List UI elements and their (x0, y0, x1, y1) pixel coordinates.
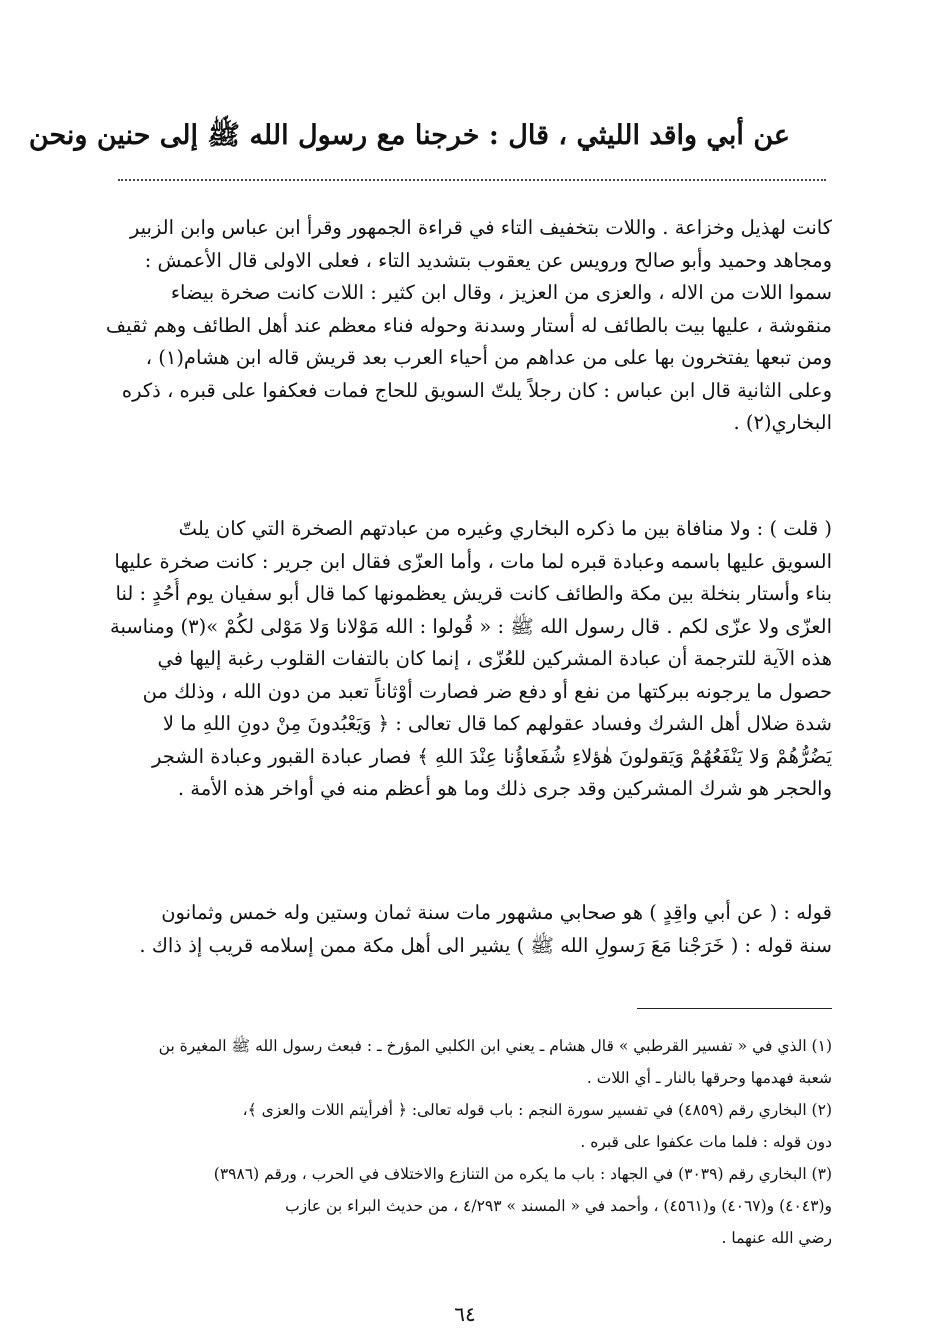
text-line: ومجاهد وحميد وأبو صالح ورويس عن يعقوب بتشديد التاء ، فعلى الاولى قال الأعمش : (144, 248, 832, 272)
footnote-line: و(٤٠٤٣) و(٤٠٦٧) و(٤٥٦١) ، وأحمد في « المسند » ٤/٢٩٣ ، من حديث البراء بن عازب (285, 1197, 832, 1215)
footnote-line: (١) الذي في « تفسير القرطبي » قال هشام ـ يعني ابن الكلبي المؤرخ ـ : فبعث رسول الله ﷺ المغيرة بن (158, 1037, 832, 1055)
text-line: قوله : ( عن أبي واقِدٍ ) هو صحابي مشهور مات سنة ثمان وستين وله خمس وثمانون (161, 901, 832, 924)
footnote-separator (637, 1008, 832, 1009)
footnote-3 (90, 1158, 832, 1254)
text-line: هذه الآية للترجمة أن عبادة المشركين للعُزّى ، إنما كان بالتفات القلوب رغبة إليها في (157, 647, 832, 670)
footnote-line: شعبة فهدمها وحرقها بالنار ـ أي اللات . (586, 1069, 832, 1087)
page-number: ٦٤ (454, 1302, 476, 1326)
footnote-line: رضي الله عنهما . (721, 1229, 832, 1247)
text-line: والحجر هو شرك المشركين وقد جرى ذلك وما هو أعظم منه في أواخر هذه الأمة . (177, 777, 832, 800)
footnote-line: (٣) البخاري رقم (٣٠٣٩) في الجهاد : باب ما يكره من التنازع والاختلاف في الحرب ، ورقم (٣٩٨٦) (213, 1165, 832, 1183)
footnotes (90, 1030, 832, 1254)
text-line: البخاري(٢) . (733, 411, 832, 434)
commentary-paragraph-1 (90, 212, 832, 440)
text-line: يَضُرُّهُمْ وَلا يَنْفَعُهُمْ وَيَقولونَ هٰؤلاءِ شُفَعاؤُنا عِنْدَ اللهِ ﴾ فصار عبادة القبور وعبادة الشجر (151, 744, 832, 768)
footnote-line: (٢) البخاري رقم (٤٨٥٩) في تفسير سورة النجم : باب قوله تعالى: ﴿ أفرأيتم اللات والعزى ﴾، (242, 1101, 832, 1119)
text-line: ومن تبعها يفتخرون بها على من عداهم من أحياء العرب بعد قريش قاله ابن هشام(١) ، (145, 346, 832, 369)
hadith-heading: عن أبي واقد الليثي ، قال : خرجنا مع رسول الله ﷺ إلى حنين ونحن (28, 120, 790, 151)
text-line: منقوشة ، عليها بيت بالطائف له أستار وسدنة وحوله فناء معظم عند أهل الطائف وهم ثقيف (105, 313, 832, 337)
text-line: ( قلت ) : ولا منافاة بين ما ذكره البخاري وغيره من عبادتهم الصخرة التي كان يلتّ (178, 517, 832, 540)
text-line: العزّى ولا عزّى لكم . قال رسول الله ﷺ : « قُولوا : الله مَوْلانا وَلا مَوْلى لكُمْ »(٣) ومناسبة (109, 614, 832, 638)
text-line: سنة قوله : ( خَرَجْنا مَعَ رَسولِ الله ﷺ ) يشير الى أهل مكة ممن إسلامه قريب إذ ذاك . (139, 933, 832, 957)
footnote-line: دون قوله : فلما مات عكفوا على قبره . (580, 1133, 832, 1151)
text-line: وعلى الثانية قال ابن عباس : كان رجلاً يلتّ السويق للحاج فمات فعكفوا على قبره ، ذكره (121, 378, 832, 402)
footnote-1 (90, 1030, 832, 1094)
text-line: بناء وأستار بنخلة بين مكة والطائف كانت قريش يعظمونها كما قال أبو سفيان يوم أُحُدٍ : لنا (115, 582, 832, 605)
text-line: السويق عليها باسمه وعبادة قبره لما مات ، وأما العزّى فقال ابن جرير : كانت صخرة عليها (114, 549, 832, 573)
dotted-divider (118, 179, 826, 181)
text-line: حصول ما يرجونه ببركتها من نفع أو دفع ضر فصارت أوْثاناً تعبد من دون الله ، وذلك من (142, 679, 832, 703)
footnote-2 (90, 1094, 832, 1158)
commentary-paragraph-3 (90, 897, 832, 962)
text-line: سموا اللات من الاله ، والعزى من العزيز ، وقال ابن كثير : اللات كانت صخرة بيضاء (170, 281, 832, 304)
text-line: شدة ضلال أهل الشرك وفساد عقولهم كما قال تعالى : ﴿ وَيَعْبُدونَ مِنْ دونِ اللهِ ما لا (162, 712, 832, 735)
commentary-paragraph-2 (90, 513, 832, 806)
text-line: كانت لهذيل وخزاعة . واللات بتخفيف التاء في قراءة الجمهور وقرأ ابن عباس وابن الزبير (129, 216, 832, 239)
